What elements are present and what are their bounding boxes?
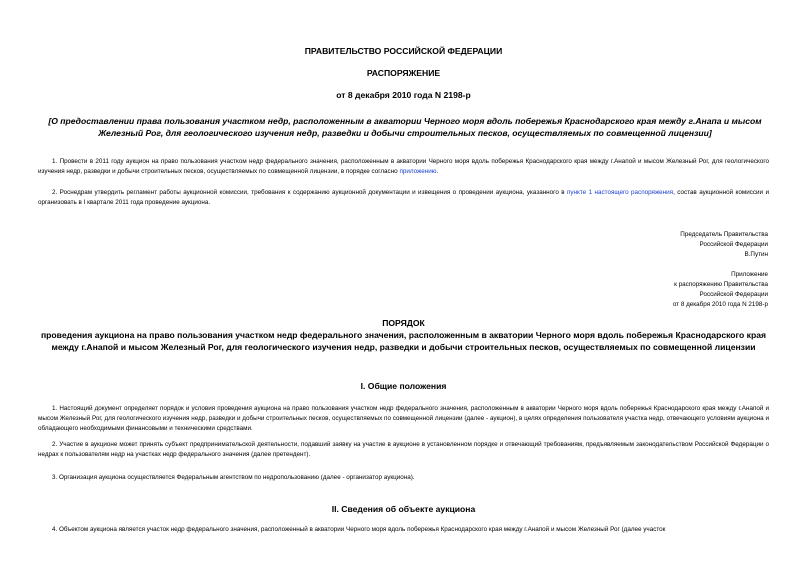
section-1-item-1: 1. Настоящий документ определяет порядок и условия проведения аукциона на право пользования участком недр федерального значения, расположенным в акватории Черного моря вдоль побережья Краснодарского края между г.Анапой и мысом Железный Рог, для геологического изучения недр, разведки и добычи строительных песков, осуществляемых по совмещенной лицензии (далее - аукцион), в целях определения пользователя участка недр, отвечающего условиям аукциона и обладающего необходимыми финансовыми и техническими средствами. <box>38 405 769 432</box>
appendix-block <box>560 270 768 310</box>
paragraph-2-end: , состав аукционной комиссии и организовать в I квартале 2011 года проведение аукциона. <box>38 189 769 206</box>
signature-line-3: В.Путин <box>744 251 768 258</box>
order-heading: ПОРЯДОК <box>382 318 425 328</box>
signature-block <box>560 230 768 260</box>
order-subtitle: проведения аукциона на право пользования участком недр федерального значения, расположенным в акватории Черного моря вдоль побережья Краснодарского края между г.Анапой и мысом Железный Рог, для геологического изучения недр, разведки и добычи строительных песков, осуществляемых по совмещенной лицензии <box>40 330 766 352</box>
paragraph-2 <box>38 188 769 208</box>
paragraph-1 <box>38 157 769 177</box>
appendix-line-4: от 8 декабря 2010 года N 2198-р <box>672 301 768 308</box>
section-2-heading: II. Сведения об объекте аукциона <box>331 504 476 514</box>
paragraph-1-end: . <box>436 168 439 175</box>
signature-line-2: Российской Федерации <box>699 241 768 248</box>
paragraph-1-text: 1. Провести в 2011 году аукцион на право пользования участком недр федерального значения, расположенным в акватории Черного моря вдоль побережья Краснодарского края между г.Анапой и мысом Железный Рог, для геологического изучения недр, разведки и добычи строительных песков, осуществляемых по совмещенной лицензии, в порядке согласно <box>38 158 769 175</box>
appendix-line-1: Приложение <box>731 271 768 278</box>
point-1-link[interactable]: пункте 1 настоящего распоряжения <box>567 189 674 196</box>
doc-type-heading: РАСПОРЯЖЕНИЕ <box>366 68 441 78</box>
section-1-item-2: 2. Участие в аукционе может принять субъект предпринимательской деятельности, подавший заявку на участие в аукционе в установленном порядке и отвечающий требованиям, предъявляемым законодательством Российской Федерации о недрах к пользователям недр на участках недр федерального значения (далее претендент). <box>38 441 769 458</box>
date-number: от 8 декабря 2010 года N 2198-р <box>336 90 471 100</box>
section-1-heading: I. Общие положения <box>360 381 447 391</box>
appendix-line-3: Российской Федерации <box>699 291 768 298</box>
appendix-line-2: к распоряжению Правительства <box>674 281 768 288</box>
government-heading: ПРАВИТЕЛЬСТВО РОССИЙСКОЙ ФЕДЕРАЦИИ <box>304 46 503 56</box>
document-title: [О предоставлении права пользования участком недр, расположенным в акватории Черного моря вдоль побережья Краснодарского края между г.Анапа и мысом Железный Рог, для геологического изучения недр, разведки и добычи строительных песков, осуществляемых по совмещенной лицензии] <box>48 116 762 138</box>
paragraph-2-text: 2. Роснедрам утвердить регламент работы аукционной комиссии, требования к содержанию аукционной документации и извещения о проведении аукциона, указанного в <box>52 189 567 196</box>
section-1-item-3: 3. Организация аукциона осуществляется Федеральным агентством по недропользованию (далее - организатор аукциона). <box>52 474 415 481</box>
signature-line-1: Председатель Правительства <box>680 231 768 238</box>
appendix-link[interactable]: приложению <box>399 168 437 175</box>
section-2-item-4: 4. Объектом аукциона является участок недр федерального значения, расположенный в акватории Черного моря вдоль побережья Краснодарского края между г.Анапой и мысом Железный Рог (далее участок <box>52 526 666 533</box>
